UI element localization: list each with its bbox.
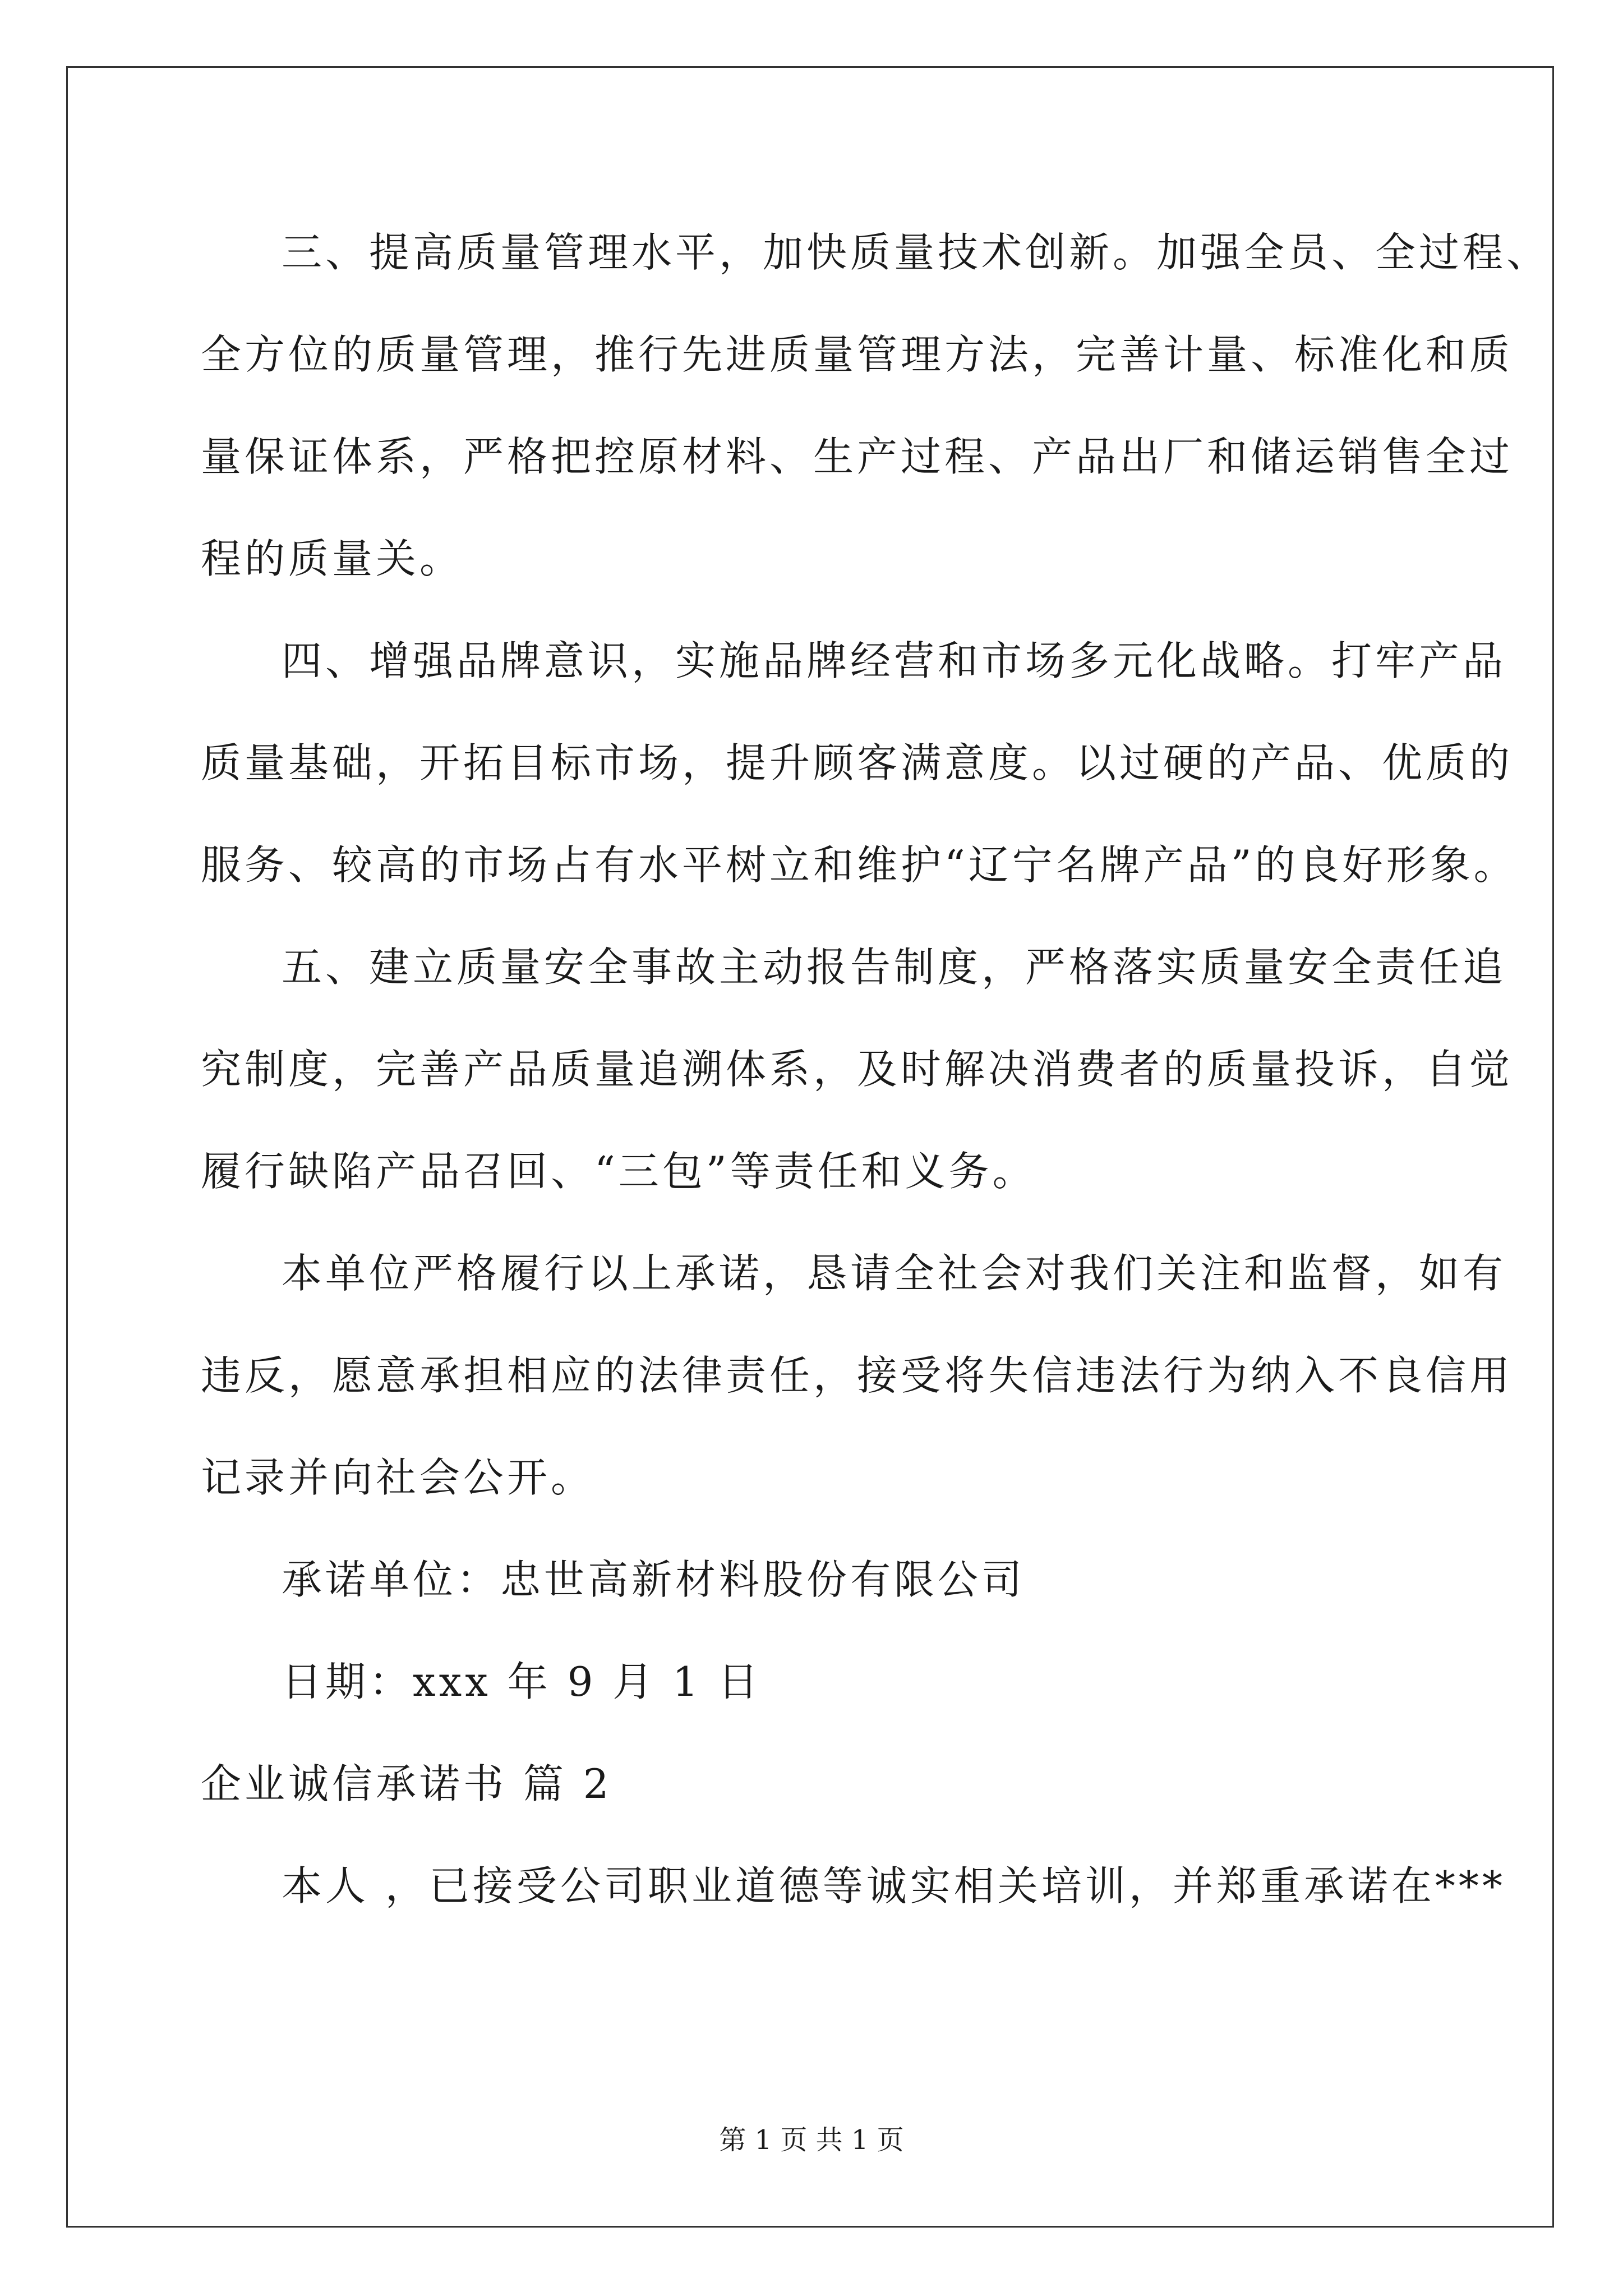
paragraph-line: 服务、较高的市场占有水平树立和维护“辽宁名牌产品”的良好形象。 — [201, 841, 1518, 889]
paragraph-line: 究制度，完善产品质量追溯体系，及时解决消费者的质量投诉，自觉 — [201, 1046, 1514, 1093]
paragraph-line: 全方位的质量管理，推行先进质量管理方法，完善计量、标准化和质 — [201, 331, 1514, 378]
section-heading: 企业诚信承诺书 篇 2 — [201, 1760, 612, 1807]
paragraph-line: 记录并向社会公开。 — [201, 1454, 595, 1501]
paragraph-line: 四、增强品牌意识，实施品牌经营和市场多元化战略。打牢产品 — [282, 637, 1507, 684]
signature-date: 日期：xxx 年 9 月 1 日 — [282, 1658, 762, 1705]
paragraph-line: 质量基础，开拓目标市场，提升顾客满意度。以过硬的产品、优质的 — [201, 739, 1514, 786]
paragraph-line: 本人 ，已接受公司职业道德等诚实相关培训，并郑重承诺在*** — [282, 1862, 1506, 1910]
paragraph-line: 履行缺陷产品召回、“三包”等责任和义务。 — [201, 1148, 1036, 1195]
paragraph-line: 本单位严格履行以上承诺，恳请全社会对我们关注和监督，如有 — [282, 1250, 1507, 1297]
signature-unit: 承诺单位：忠世高新材料股份有限公司 — [282, 1556, 1026, 1603]
paragraph-line: 违反，愿意承担相应的法律责任，接受将失信违法行为纳入不良信用 — [201, 1352, 1514, 1399]
paragraph-line: 程的质量关。 — [201, 535, 464, 582]
paragraph-line: 量保证体系，严格把控原材料、生产过程、产品出厂和储运销售全过 — [201, 433, 1514, 480]
paragraph-line: 五、建立质量安全事故主动报告制度，严格落实质量安全责任追 — [282, 944, 1507, 991]
page-indicator: 第 1 页 共 1 页 — [719, 2124, 904, 2156]
paragraph-line: 三、提高质量管理水平，加快质量技术创新。加强全员、全过程、 — [282, 229, 1551, 276]
